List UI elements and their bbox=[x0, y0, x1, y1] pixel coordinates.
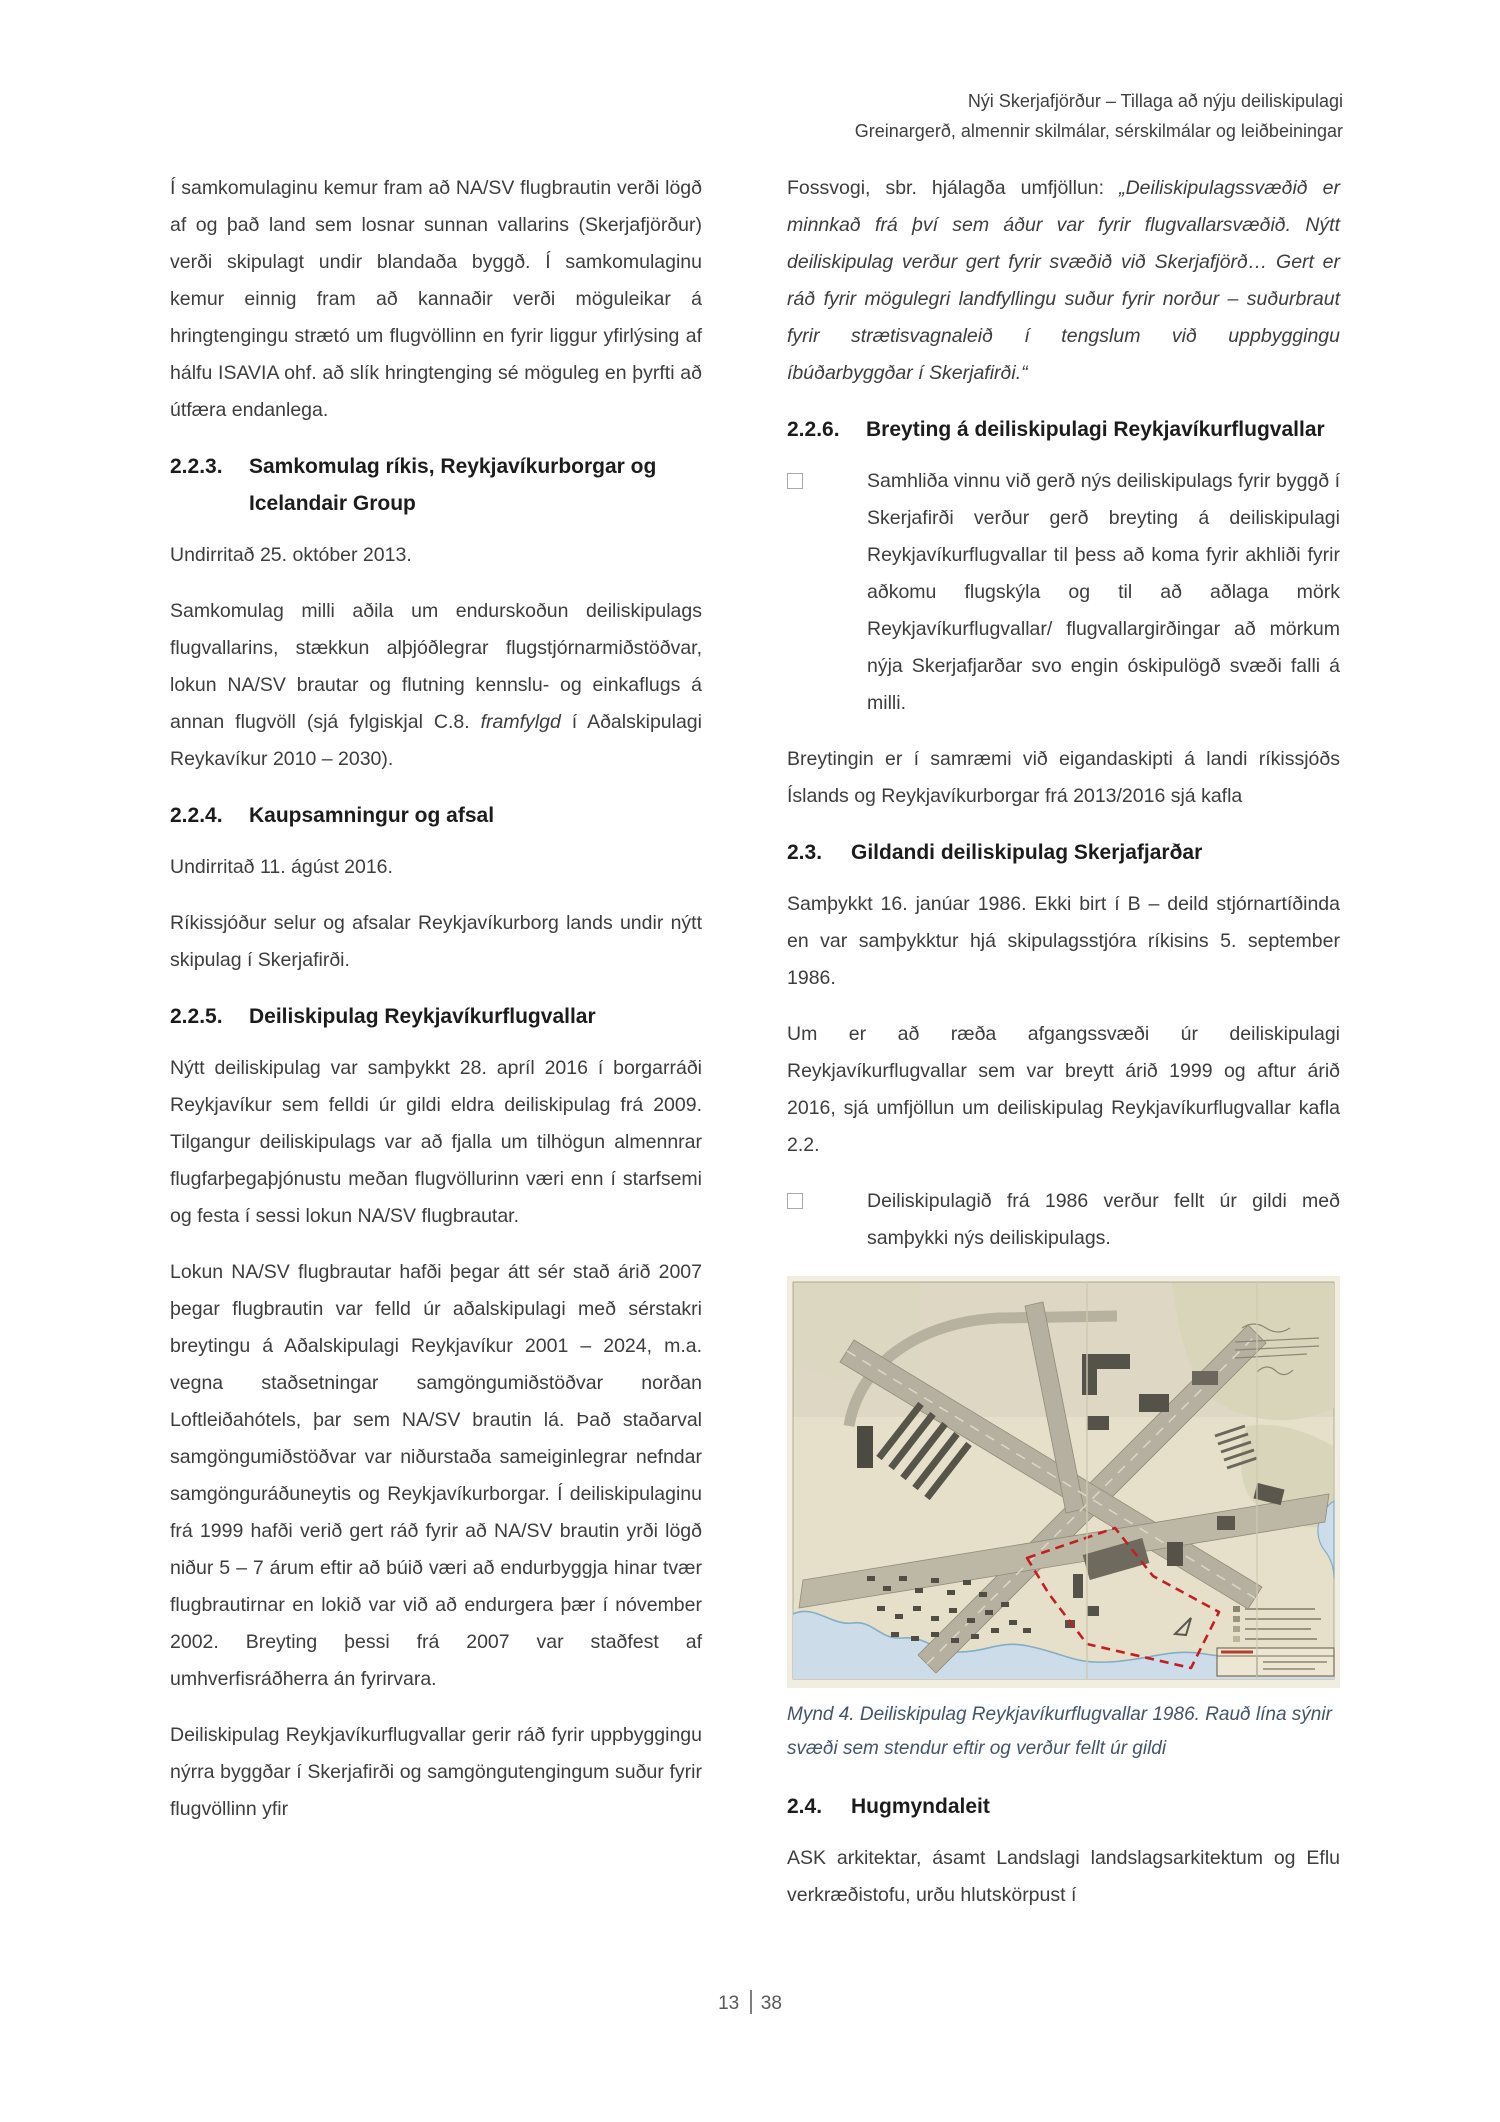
figure-map-deiliskipulag-1986 bbox=[787, 1276, 1340, 1688]
paragraph-run: Samkomulag milli aðila um endurskoðun deiliskipulags flugvallarins, stækkun alþjóðlegrar flugstjórnarmiðstöðvar, lokun NA/SV brautar og flutning kennslu- og einkaflugs á annan flugvöll (sjá fylgiskjal C.8. bbox=[170, 600, 702, 733]
paragraph: Deiliskipulag Reykjavíkurflugvallar gerir ráð fyrir uppbyggingu nýrra byggðar í Skerjafirði og samgöngutengingum suður fyrir flugvöllinn yfir bbox=[170, 1724, 702, 1820]
heading-title: Kaupsamningur og afsal bbox=[249, 804, 495, 827]
heading-title: Breyting á deiliskipulagi Reykjavíkurflugvallar bbox=[866, 418, 1325, 441]
heading-title: Deiliskipulag Reykjavíkurflugvallar bbox=[249, 1005, 596, 1028]
paragraph: Breytingin er í samræmi við eigandaskipti á landi ríkissjóðs Íslands og Reykjavíkurborgar frá 2013/2016 sjá kafla bbox=[787, 748, 1340, 807]
square-bullet-icon bbox=[787, 473, 803, 489]
bullet-item bbox=[787, 1183, 1340, 1257]
bullet-item bbox=[787, 463, 1340, 722]
section-heading-2-2-3 bbox=[170, 448, 702, 522]
heading-title: Hugmyndaleit bbox=[851, 1795, 990, 1818]
page-number-current: 13 bbox=[718, 1993, 740, 2014]
right-column bbox=[787, 170, 1340, 1933]
header-line-1: Nýi Skerjafjörður – Tillaga að nýju deiliskipulagi bbox=[967, 91, 1343, 111]
heading-number: 2.3. bbox=[787, 841, 823, 864]
left-column bbox=[170, 170, 702, 1847]
heading-number: 2.2.3. bbox=[170, 455, 223, 478]
paragraph-run: Fossvogi, sbr. hjálagða umfjöllun: bbox=[787, 177, 1120, 199]
heading-number: 2.4. bbox=[787, 1795, 823, 1818]
paragraph-run-italic: „Deiliskipulagssvæðið er minnkað frá því sem áður var fyrir flugvallarsvæðið. Nýtt deiliskipulag verður gert fyrir svæðið við Skerjafjörð… Gert er ráð fyrir mögulegri landfyllingu suður fyrir norður – suðurbraut fyrir strætisvagnaleið í tengslum við uppbyggingu íbúðarbyggðar í Skerjafirði.“ bbox=[787, 177, 1340, 384]
section-heading-2-4 bbox=[787, 1788, 1340, 1825]
bullet-text: Samhliða vinnu við gerð nýs deiliskipulags fyrir byggð í Skerjafirði verður gerð breyting á deiliskipulagi Reykjavíkurflugvallar til þess að koma fyrir akhliði fyrir aðkomu flugskýla og til að aðlaga mörk Reykjavíkurflugvallar/ flugvallargirðingar að mörkum nýja Skerjafjarðar svo engin óskipulögð svæði falli á milli. bbox=[867, 470, 1340, 714]
section-heading-2-2-5 bbox=[170, 998, 702, 1035]
square-bullet-icon bbox=[787, 1193, 803, 1209]
paragraph bbox=[170, 593, 702, 778]
paragraph: Ríkissjóður selur og afsalar Reykjavíkurborg lands undir nýtt skipulag í Skerjafirði. bbox=[170, 912, 702, 971]
paragraph: Lokun NA/SV flugbrautar hafði þegar átt sér stað árið 2007 þegar flugbrautin var felld úr aðalskipulagi með sérstakri breytingu á Aðalskipulagi Reykjavíkur 2001 – 2024, m.a. vegna staðsetningar samgöngumiðstöðvar norðan Loftleiðahótels, þar sem NA/SV brautin lá. Það staðarval samgöngumiðstöðvar var niðurstaða sameiginlegrar nefndar samgönguráðuneytis og Reykjavíkurborgar. Í deiliskipulaginu frá 1999 hafði verið gert ráð fyrir að NA/SV brautin yrði lögð niður 5 – 7 árum eftir að búið væri að endurbyggja hinar tvær flugbrautirnar en lokið var við að endurgera þær í nóvember 2002. Breyting þessi frá 2007 var staðfest af umhverfisráðherra án fyrirvara. bbox=[170, 1261, 702, 1690]
paragraph bbox=[787, 170, 1340, 392]
paragraph: Samþykkt 16. janúar 1986. Ekki birt í B – deild stjórnartíðinda en var samþykktur hjá skipulagsstjóra ríkisins 5. september 1986. bbox=[787, 893, 1340, 989]
heading-number: 2.2.5. bbox=[170, 1005, 223, 1028]
bullet-text: Deiliskipulagið frá 1986 verður fellt úr gildi með samþykki nýs deiliskipulags. bbox=[867, 1190, 1340, 1249]
heading-title: Gildandi deiliskipulag Skerjafjarðar bbox=[851, 841, 1203, 864]
heading-number: 2.2.4. bbox=[170, 804, 223, 827]
section-heading-2-2-4 bbox=[170, 797, 702, 834]
paragraph: ASK arkitektar, ásamt Landslagi landslagsarkitektum og Eflu verkræðistofu, urðu hlutskörpust í bbox=[787, 1847, 1340, 1906]
section-heading-2-2-6 bbox=[787, 411, 1340, 448]
section-heading-2-3 bbox=[787, 834, 1340, 871]
paragraph-run-italic: framfylgd bbox=[480, 711, 561, 733]
page-header bbox=[643, 86, 1343, 146]
map-image bbox=[787, 1276, 1340, 1688]
page-number-total: 38 bbox=[760, 1993, 782, 2014]
header-line-2: Greinargerð, almennir skilmálar, sérskilmálar og leiðbeiningar bbox=[854, 121, 1343, 141]
page-footer bbox=[0, 1990, 1500, 2015]
paragraph: Undirritað 11. ágúst 2016. bbox=[170, 856, 393, 878]
paragraph-run: í Aðalskipulagi Reykavíkur 2010 – 2030). bbox=[170, 711, 702, 770]
heading-number: 2.2.6. bbox=[787, 418, 840, 441]
page-number-separator bbox=[750, 1990, 752, 2014]
paragraph: Um er að ræða afgangssvæði úr deiliskipulagi Reykjavíkurflugvallar sem var breytt árið 1999 og aftur árið 2016, sjá umfjöllun um deiliskipulag Reykjavíkurflugvallar kafla 2.2. bbox=[787, 1023, 1340, 1156]
paragraph: Í samkomulaginu kemur fram að NA/SV flugbrautin verði lögð af og það land sem losnar sunnan vallarins (Skerjafjörður) verði skipulagt undir blandaða byggð. Í samkomulaginu kemur einnig fram að kannaðir verði möguleikar á hringtengingu strætó um flugvöllinn en fyrir liggur yfirlýsing af hálfu ISAVIA ohf. að slík hringtenging sé möguleg en þyrfti að útfæra endanlega. bbox=[170, 177, 702, 421]
paragraph: Undirritað 25. október 2013. bbox=[170, 544, 412, 566]
figure-caption: Mynd 4. Deiliskipulag Reykjavíkurflugvallar 1986. Rauð lína sýnir svæði sem stendur eftir og verður fellt úr gildi bbox=[787, 1704, 1332, 1759]
heading-title: Samkomulag ríkis, Reykjavíkurborgar og Icelandair Group bbox=[249, 455, 657, 515]
paragraph: Nýtt deiliskipulag var samþykkt 28. apríl 2016 í borgarráði Reykjavíkur sem felldi úr gildi eldra deiliskipulag frá 2009. Tilgangur deiliskipulags var að fjalla um tilhögun almennrar flugfarþegaþjónustu meðan flugvöllurinn væri enn í starfsemi og festa í sessi lokun NA/SV flugbrautar. bbox=[170, 1057, 702, 1227]
